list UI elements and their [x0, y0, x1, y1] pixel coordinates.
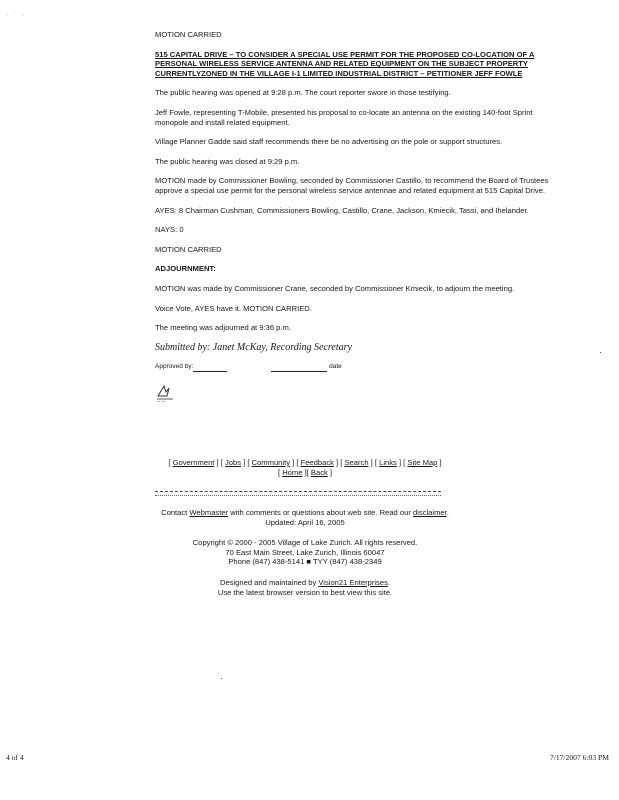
- designed-suffix: .: [387, 578, 390, 587]
- adjournment-motion: MOTION was made by Commissioner Crane, seconded by Commissioner Kmiecik, to adjourn the meeting.: [155, 283, 515, 293]
- nav-back-link[interactable]: Back: [310, 467, 328, 477]
- meeting-adjourned: The meeting was adjourned at 9:36 p.m.: [155, 323, 291, 333]
- adjournment-heading: ADJOURNMENT:: [155, 264, 216, 274]
- copyright-block: [90, 538, 520, 567]
- vote-ayes: AYES: 8 Chairman Cushman, Commissioners Bowling, Castillo, Crane, Jackson, Kmiecik, Tassi, and Ihelander.: [155, 205, 529, 215]
- contact-suffix: .: [446, 508, 449, 517]
- minutes-body: [155, 30, 555, 406]
- nav-community-link[interactable]: Community: [251, 458, 290, 467]
- nav-home-link[interactable]: Home: [282, 467, 303, 477]
- approved-by-blank: [193, 371, 227, 372]
- page-number: 4 of 4: [6, 753, 24, 762]
- staff-recommendation: Village Planner Gadde said staff recommends there be no advertising on the pole or support structures.: [155, 137, 503, 147]
- vendor-link[interactable]: Vision21 Enterprises: [318, 578, 388, 587]
- nav-search-link[interactable]: Search: [344, 458, 369, 467]
- hearing-opened: The public hearing was opened at 9:28 p.m. The court reporter swore in those testifying.: [155, 88, 451, 98]
- designer-credit: [90, 578, 520, 597]
- approval-date-label: date: [329, 363, 342, 371]
- scan-speck: [600, 352, 601, 353]
- approval-line: [155, 362, 555, 372]
- submitted-by-signature: Submitted by: Janet McKay, Recording Secretary: [155, 341, 352, 353]
- contact-block: [90, 508, 520, 527]
- contact-prefix: Contact: [161, 508, 190, 517]
- approved-by-label: Approved by:: [155, 363, 194, 371]
- village-logo-icon: [155, 382, 177, 404]
- footer-navigation: [ Government ] [ Jobs ] [ Community ] [ Feedback ] [ Search ] [ Links ] [ Site Map ] [ Home ][ Back ]: [168, 458, 442, 477]
- voice-vote: Voice Vote, AYES have it. MOTION CARRIED.: [155, 303, 312, 313]
- phone-line: Phone (847) 438-5141 ■ TYY (847) 438-2349: [228, 557, 382, 567]
- copyright-line: Copyright © 2000 - 2005 Village of Lake Zurich. All rights reserved.: [192, 538, 418, 547]
- webmaster-link[interactable]: Webmaster: [189, 508, 229, 517]
- nav-links-link[interactable]: Links: [379, 458, 397, 467]
- svg-text:~ ~: ~ ~: [157, 398, 165, 404]
- address-line: 70 East Main Street, Lake Zurich, Illinois 60047: [225, 547, 385, 557]
- nav-site-map-link[interactable]: Site Map: [407, 458, 438, 467]
- vote-nays: NAYS: 0: [155, 225, 184, 235]
- contact-middle: with comments or questions about web site. Read our: [228, 508, 413, 517]
- scan-artifact: · ˙ ·: [6, 12, 27, 19]
- browser-note: Use the latest browser version to best view this site.: [217, 587, 393, 597]
- motion-carried-1: MOTION CARRIED: [155, 30, 222, 39]
- nav-feedback-link[interactable]: Feedback: [300, 458, 334, 467]
- print-timestamp: 7/17/2007 6:03 PM: [549, 753, 609, 762]
- updated-date: Updated: April 16, 2005: [265, 517, 345, 527]
- footer-divider: [155, 491, 441, 496]
- hearing-closed: The public hearing was closed at 9:29 p.m.: [155, 156, 300, 166]
- agenda-item-heading: 515 CAPITAL DRIVE – TO CONSIDER A SPECIAL USE PERMIT FOR THE PROPOSED CO-LOCATION OF A PERSONAL WIRELESS SERVICE ANTENNA AND RELATED EQUIPMENT ON THE SUBJECT PROPERTY CURRENTLYZONED IN THE VILLAGE I-1 LIMITED INDUSTRIAL DISTRICT – PETITIONER JEFF FOWLE: [155, 49, 535, 78]
- petitioner-presentation: Jeff Fowle, representing T-Mobile, presented his proposal to co-locate an antenna on the existing 140-foot Sprint monopole and install related equipment.: [155, 107, 533, 127]
- motion-carried-2: MOTION CARRIED: [155, 244, 222, 254]
- designed-prefix: Designed and maintained by: [219, 578, 319, 587]
- nav-jobs-link[interactable]: Jobs: [224, 458, 242, 467]
- approval-date-blank: [271, 371, 327, 372]
- disclaimer-link[interactable]: disclaimer: [412, 508, 447, 517]
- scan-speck: [221, 678, 222, 679]
- motion-text: MOTION made by Commissioner Bowling, seconded by Commissioner Castillo, to recommend the Board of Trustees approve a special use permit for the personal wireless service antennae and related equipment at 515 Capital Drive.: [155, 176, 549, 195]
- nav-government-link[interactable]: Government: [172, 458, 215, 467]
